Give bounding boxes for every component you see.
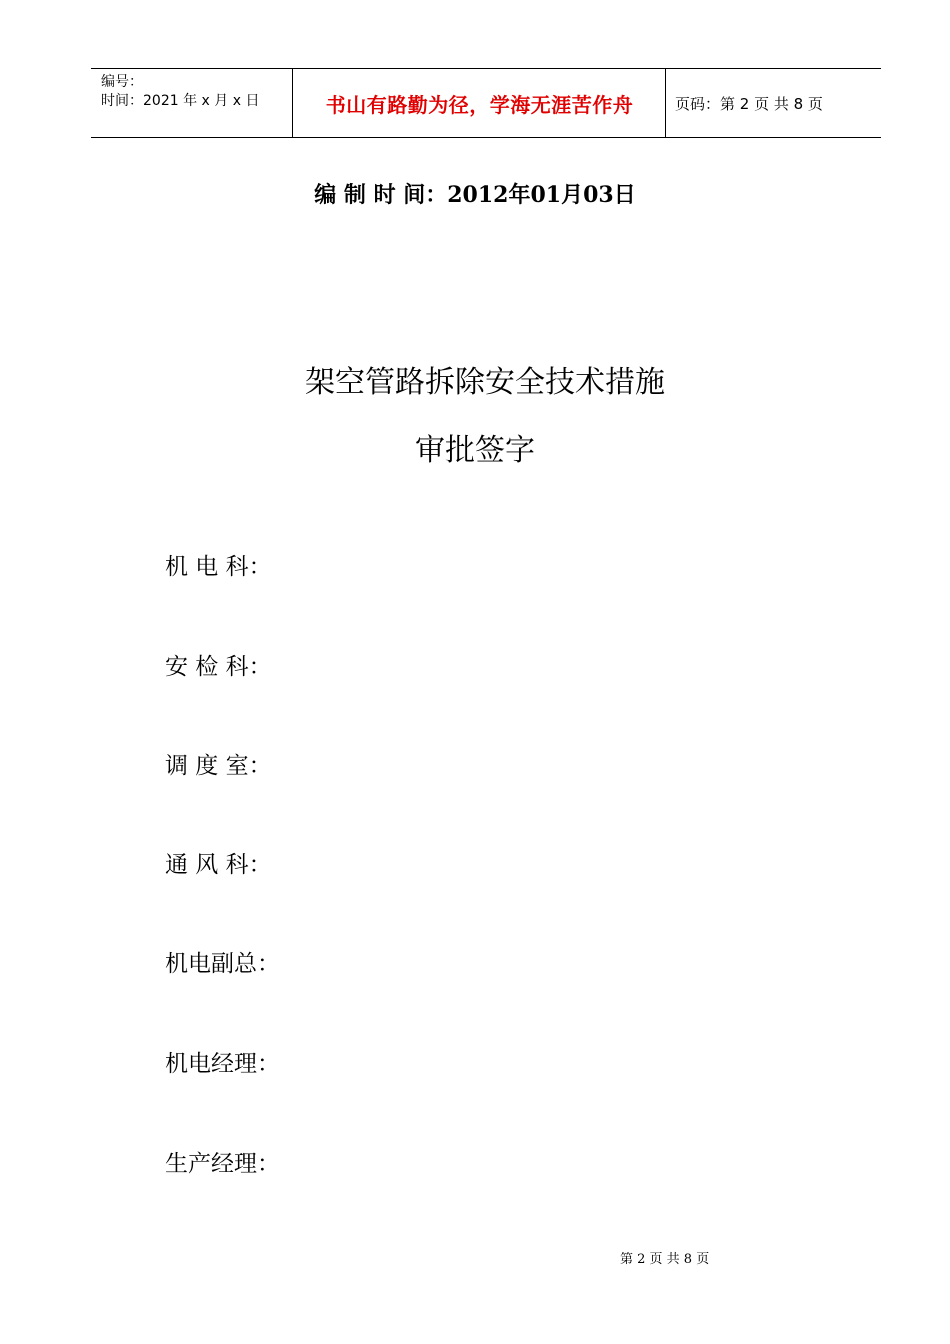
header-divider bbox=[665, 69, 666, 137]
header-divider bbox=[292, 69, 293, 137]
header-meta bbox=[101, 73, 259, 111]
signature-field-production-manager: 生产经理： bbox=[165, 1151, 280, 1177]
signature-field-em-manager: 机电经理： bbox=[165, 1051, 280, 1077]
page-header bbox=[91, 68, 881, 138]
compile-time: 编 制 时 间：2012年01月03日 bbox=[314, 182, 636, 208]
page-footer: 第 2 页 共 8 页 bbox=[620, 1252, 710, 1267]
signature-field-dispatch: 调 度 室： bbox=[165, 753, 272, 779]
signature-field-deputy-chief: 机电副总： bbox=[165, 951, 280, 977]
document-subtitle: 审批签字 bbox=[415, 433, 535, 468]
document-title: 架空管路拆除安全技术措施 bbox=[305, 365, 665, 400]
signature-field-ventilation: 通 风 科： bbox=[165, 852, 272, 878]
signature-field-safety-inspection: 安 检 科： bbox=[165, 654, 272, 680]
signature-field-electromechanical: 机 电 科： bbox=[165, 554, 272, 580]
header-time: 时间：2021 年 x 月 x 日 bbox=[101, 93, 260, 109]
header-number: 编号： bbox=[101, 74, 143, 90]
header-page-info: 页码：第 2 页 共 8 页 bbox=[675, 94, 823, 113]
header-motto: 书山有路勤为径，学海无涯苦作舟 bbox=[325, 92, 634, 117]
